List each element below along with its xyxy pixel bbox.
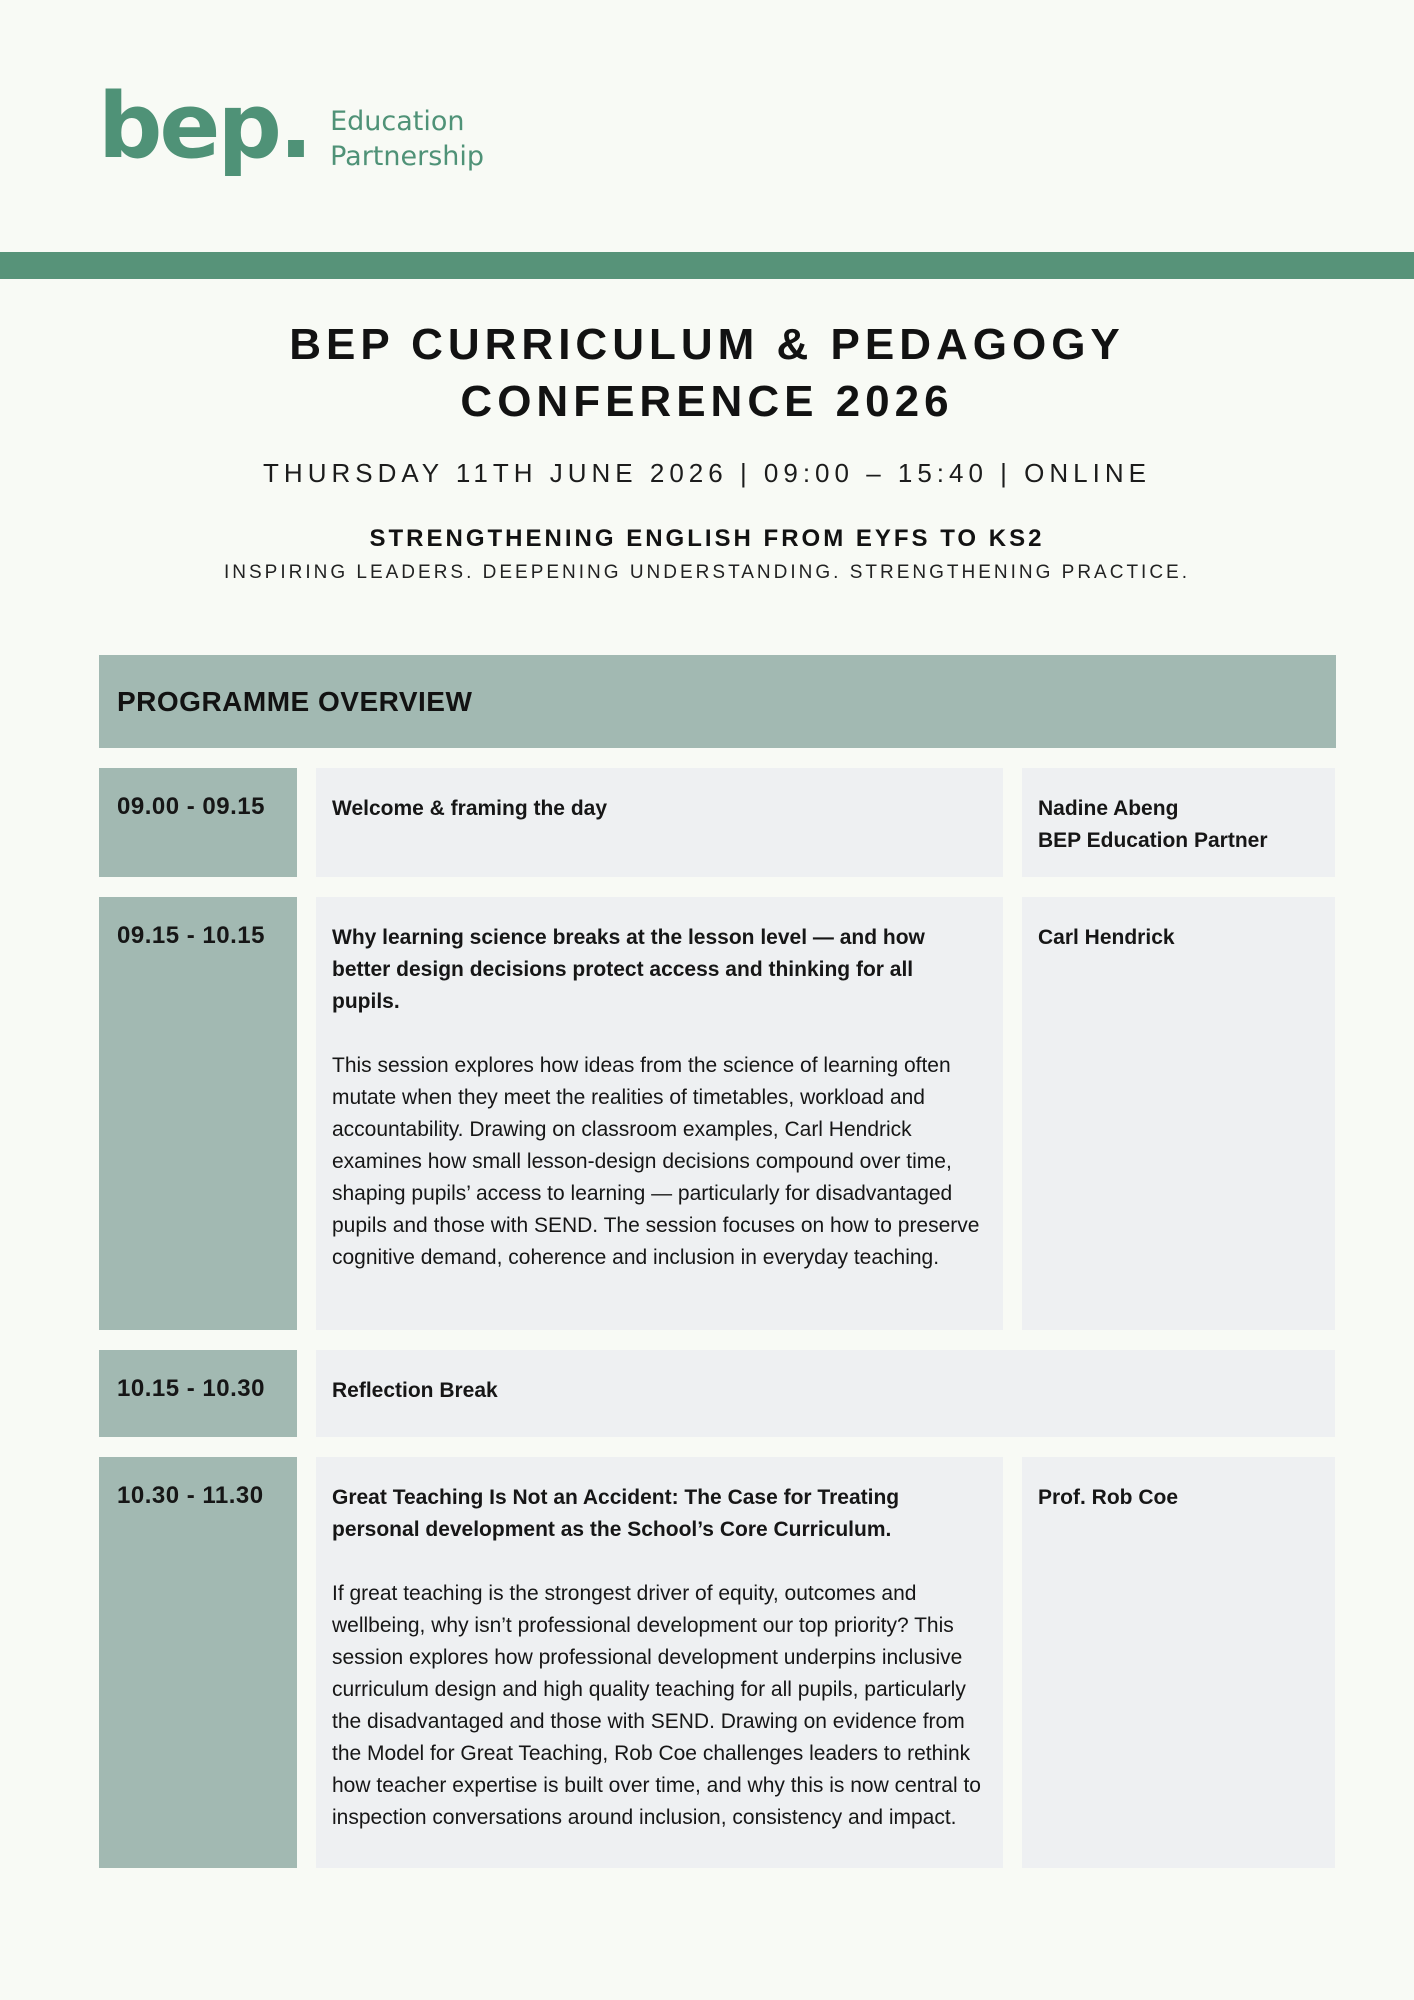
- programme-table: [99, 655, 1336, 1868]
- event-subline: INSPIRING LEADERS. DEEPENING UNDERSTANDING. STRENGTHENING PRACTICE.: [223, 562, 1191, 583]
- session-cell: [316, 897, 1003, 1330]
- time-slot: 10.30 - 11.30: [99, 1457, 297, 1868]
- table-row: [99, 768, 1336, 877]
- logo-caption-line1: Education: [330, 106, 465, 137]
- session-cell: [316, 1457, 1003, 1868]
- time-slot: 09.00 - 09.15: [99, 768, 297, 877]
- page-title: [0, 316, 1414, 430]
- time-slot: 10.15 - 10.30: [99, 1350, 297, 1437]
- session-cell: [316, 768, 1003, 877]
- speaker-cell: [1022, 768, 1335, 877]
- speaker-role: BEP Education Partner: [1038, 829, 1268, 852]
- table-row: [99, 897, 1336, 1330]
- page-title-line2: CONFERENCE 2026: [460, 377, 954, 426]
- session-description: This session explores how ideas from the science of learning often mutate when they meet the realities of timetables, workload and accountability. Drawing on classroom examples, Carl Hendrick examines how small lesson-design decisions compound over time, shaping pupils’ access to learning — particularly for disadvantaged pupils and those with SEND. The session focuses on how to preserve cognitive demand, coherence and inclusion in everyday teaching.: [332, 1054, 980, 1269]
- time-slot: 09.15 - 10.15: [99, 897, 297, 1330]
- table-row: [99, 1350, 1336, 1437]
- event-date-line: THURSDAY 11TH JUNE 2026 | 09:00 – 15:40 | ONLINE: [263, 458, 1151, 488]
- page-title-line1: BEP CURRICULUM & PEDAGOGY: [289, 320, 1125, 369]
- speaker-name: Carl Hendrick: [1038, 926, 1175, 949]
- header-accent-bar: [0, 252, 1414, 279]
- session-title: Great Teaching Is Not an Accident: The Case for Treating personal development as the School’s Core Curriculum.: [332, 1486, 900, 1541]
- speaker-name: Nadine Abeng: [1038, 797, 1179, 820]
- section-header-label: PROGRAMME OVERVIEW: [117, 685, 473, 717]
- session-cell: [316, 1350, 1335, 1437]
- title-block: [0, 316, 1414, 584]
- speaker-cell: [1022, 897, 1335, 1330]
- logo-caption-line2: Partnership: [330, 141, 485, 172]
- speaker-cell: [1022, 1457, 1335, 1868]
- logo-caption: [330, 104, 484, 174]
- session-description: If great teaching is the strongest driver of equity, outcomes and wellbeing, why isn’t professional development our top priority? This session explores how professional development underpins inclusive curriculum design and high quality teaching for all pupils, particularly the disadvantaged and those with SEND. Drawing on evidence from the Model for Great Teaching, Rob Coe challenges leaders to rethink how teacher expertise is built over time, and why this is now central to inspection conversations around inclusion, consistency and impact.: [332, 1582, 981, 1829]
- session-title: Why learning science breaks at the lesson level — and how better design decisions protect access and thinking for all pupils.: [332, 926, 925, 1013]
- event-strapline: STRENGTHENING ENGLISH FROM EYFS TO KS2: [369, 525, 1045, 552]
- session-title: Welcome & framing the day: [332, 797, 608, 820]
- bep-logo: [98, 74, 485, 179]
- table-row: [99, 1457, 1336, 1868]
- session-title: Reflection Break: [332, 1379, 498, 1402]
- bep-wordmark: bep.: [98, 74, 311, 179]
- speaker-name: Prof. Rob Coe: [1038, 1486, 1178, 1509]
- section-header: [99, 655, 1336, 748]
